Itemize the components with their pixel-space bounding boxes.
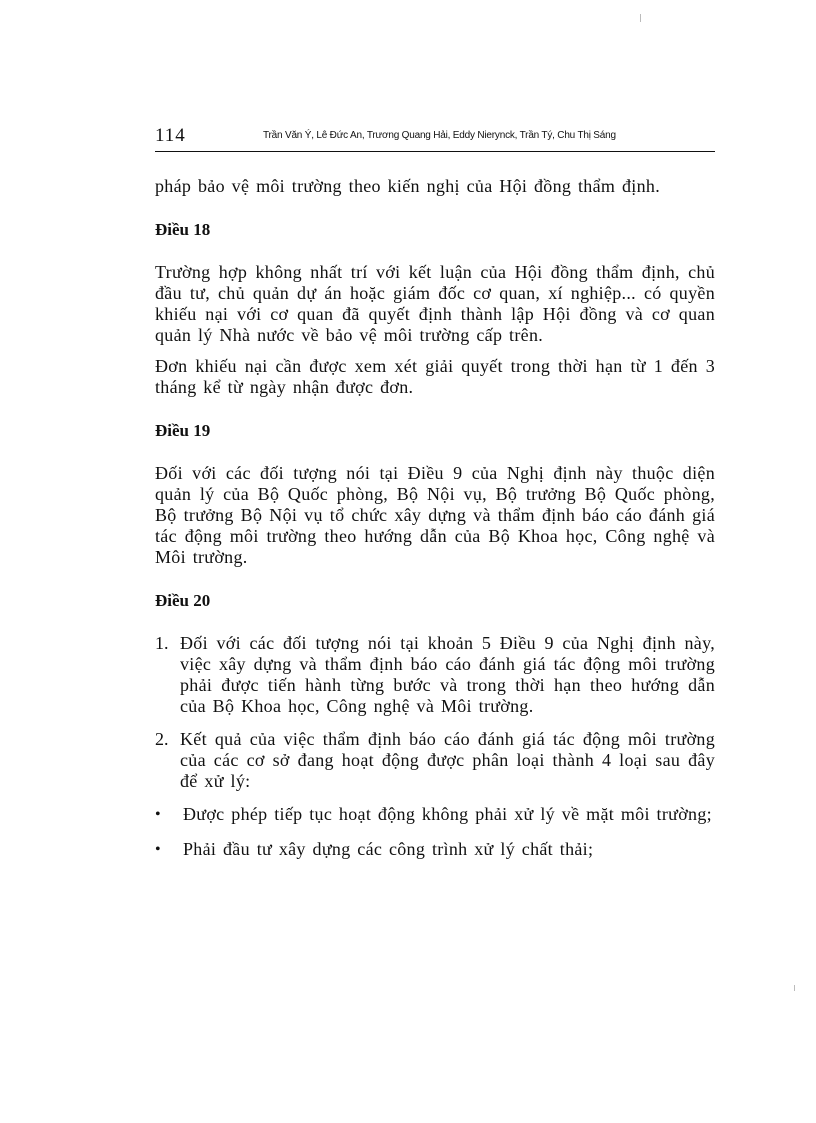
bullet-item [155, 804, 715, 825]
bullet-item-text: Phải đầu tư xây dựng các công trình xử lý chất thải; [183, 839, 594, 859]
article-19 [155, 420, 715, 568]
article-19-paragraph-1: Đối với các đối tượng nói tại Điều 9 của Nghị định này thuộc diện quản lý của Bộ Quốc phòng, Bộ Nội vụ, Bộ trưởng Bộ Quốc phòng, Bộ trưởng Bộ Nội vụ tổ chức xây dựng và thẩm định báo cáo đánh giá tác động môi trường theo hướng dẫn của Bộ Khoa học, Công nghệ và Môi trường. [155, 463, 715, 567]
article-20-heading: Điều 20 [155, 591, 211, 610]
article-20-numbered-list [155, 633, 715, 792]
article-20 [155, 590, 715, 860]
bullet-item-text: Được phép tiếp tục hoạt động không phải xử lý về mặt môi trường; [183, 804, 712, 824]
running-head: Trần Văn Ý, Lê Đức An, Trương Quang Hải, Eddy Nierynck, Trần Tý, Chu Thị Sáng [263, 130, 616, 141]
article-18-heading: Điều 18 [155, 220, 211, 239]
bullet-icon: • [155, 841, 161, 858]
list-item-text: Đối với các đối tượng nói tại khoản 5 Điều 9 của Nghị định này, việc xây dựng và thẩm định báo cáo đánh giá tác động môi trường phải được tiến hành từng bước và trong thời hạn theo hướng dẫn của Bộ Khoa học, Công nghệ và Môi trường. [180, 633, 715, 716]
article-20-bullet-list [155, 804, 715, 860]
list-item-text: Kết quả của việc thẩm định báo cáo đánh giá tác động môi trường của các cơ sở đang hoạt động được phân loại thành 4 loại sau đây để xử lý: [180, 729, 715, 791]
spacer [155, 197, 715, 219]
list-item-number: 1. [155, 633, 169, 653]
page-number: 114 [155, 125, 186, 146]
list-item-number: 2. [155, 729, 169, 749]
bullet-icon: • [155, 806, 161, 823]
list-item [155, 633, 715, 717]
article-18-paragraph-1: Trường hợp không nhất trí với kết luận của Hội đồng thẩm định, chủ đầu tư, chủ quản dự án hoặc giám đốc cơ quan, xí nghiệp... có quyền khiếu nại với cơ quan đã quyết định thành lập Hội đồng và cơ quan quản lý Nhà nước về bảo vệ môi trường cấp trên. [155, 262, 715, 345]
bullet-item [155, 839, 715, 860]
intro-paragraph: pháp bảo vệ môi trường theo kiến nghị của Hội đồng thẩm định. [155, 176, 660, 196]
list-item [155, 729, 715, 792]
page-body [155, 176, 715, 874]
article-18 [155, 219, 715, 398]
page-header [155, 125, 715, 152]
scan-speck [794, 985, 795, 991]
article-18-paragraph-2: Đơn khiếu nại cần được xem xét giải quyết trong thời hạn từ 1 đến 3 tháng kể từ ngày nhận được đơn. [155, 356, 715, 397]
scan-speck [640, 14, 641, 22]
article-19-heading: Điều 19 [155, 421, 211, 440]
